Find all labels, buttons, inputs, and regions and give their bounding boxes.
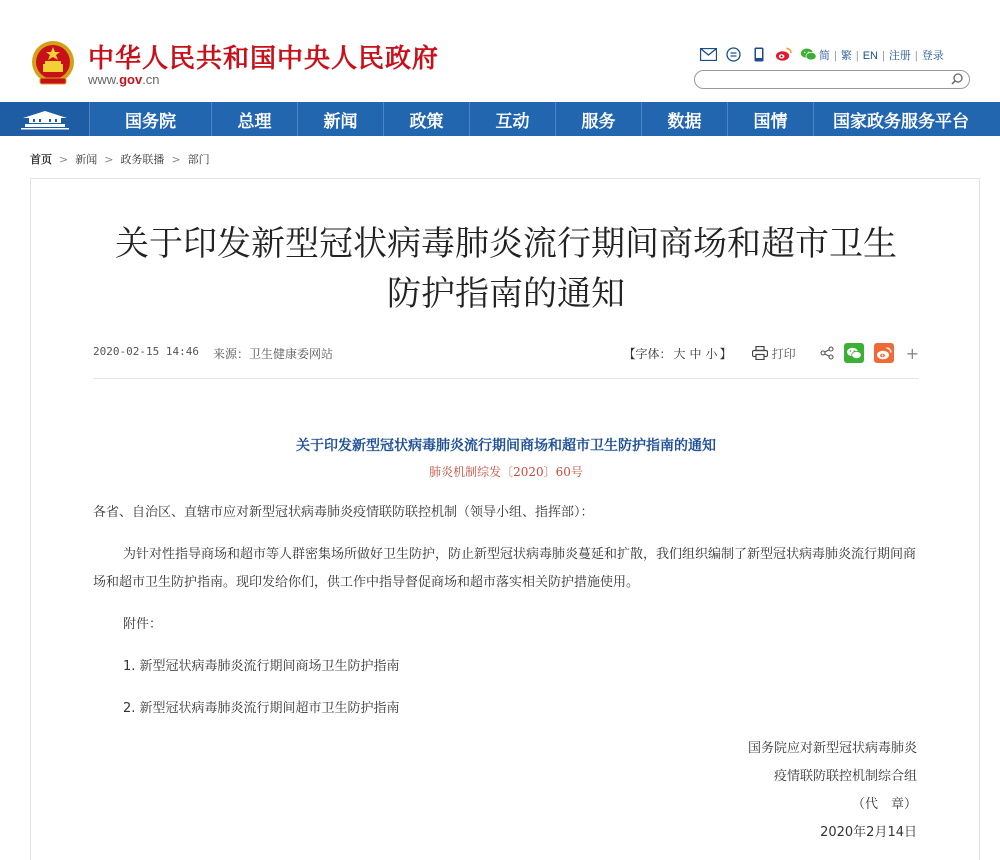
site-url[interactable] (88, 72, 160, 87)
nav-item-interaction[interactable]: 互动 (470, 102, 556, 136)
source (213, 345, 333, 362)
document-number: 肺炎机制综发〔2020〕60号 (429, 465, 583, 479)
weibo-icon[interactable] (775, 47, 792, 62)
separator: | (882, 50, 885, 62)
nav-home-icon[interactable] (0, 102, 90, 136)
font-size-small-button[interactable]: 小 (705, 346, 718, 361)
national-emblem-icon[interactable] (30, 38, 76, 88)
signature-line-2: 疫情联防联控机制综合组 (773, 769, 917, 784)
site-url-prefix: www. (88, 72, 120, 87)
header-toolbar (700, 45, 817, 63)
nav-item-state-council[interactable]: 国务院 (90, 102, 212, 136)
site-url-gov: gov (119, 72, 143, 87)
source-name[interactable]: 卫生健康委网站 (248, 347, 333, 361)
attachment-label: 附件： (123, 617, 163, 632)
share-icon[interactable] (820, 346, 834, 360)
share-weibo-icon[interactable] (874, 343, 894, 363)
share-wechat-icon[interactable] (844, 343, 864, 363)
site-title[interactable]: 中华人民共和国中央人民政府 (88, 44, 440, 74)
chevron-right-icon: > (171, 152, 181, 166)
site-header (0, 0, 1000, 102)
search-input[interactable] (694, 70, 970, 89)
wechat-icon[interactable] (800, 47, 817, 62)
article-title (31, 219, 981, 319)
separator: | (834, 50, 837, 62)
top-links (819, 47, 944, 63)
breadcrumb-gov-broadcast[interactable]: 政务联播 (120, 153, 165, 166)
document-title: 关于印发新型冠状病毒肺炎流行期间商场和超市卫生防护指南的通知 (296, 438, 716, 454)
article-title-line2: 防护指南的通知 (387, 274, 625, 314)
link-traditional[interactable]: 繁 (840, 50, 852, 62)
separator: | (914, 50, 918, 62)
article-container (30, 178, 980, 860)
breadcrumb-departments[interactable]: 部门 (187, 153, 210, 166)
search-icon[interactable] (950, 72, 964, 86)
article-title-line1: 关于印发新型冠状病毒肺炎流行期间商场和超市卫生 (115, 224, 897, 264)
nav-item-national-info[interactable]: 国情 (728, 102, 814, 136)
font-label-end: 】 (719, 346, 732, 361)
addressee-paragraph: 各省、自治区、直辖市应对新型冠状病毒肺炎疫情联防联控机制（领导小组、指挥部）： (93, 505, 594, 520)
more-share-icon[interactable]: + (905, 343, 919, 363)
site-url-suffix: .cn (142, 72, 160, 87)
link-english[interactable]: EN (862, 50, 878, 62)
font-size-large-button[interactable]: 大 (673, 346, 686, 361)
link-simplified[interactable]: 简 (819, 50, 830, 62)
signature-date: 2020年2月14日 (820, 825, 917, 840)
mail-icon[interactable] (700, 47, 717, 62)
signature-line-1: 国务院应对新型冠状病毒肺炎 (747, 741, 917, 756)
separator: | (855, 50, 859, 62)
source-label: 来源： (212, 347, 249, 361)
nav-item-gov-service-platform[interactable]: 国家政务服务平台 (833, 111, 969, 132)
chevron-right-icon: > (104, 152, 114, 166)
font-label: 【字体： (623, 346, 672, 361)
printer-icon (752, 346, 768, 360)
font-size-medium-button[interactable]: 中 (689, 346, 702, 361)
article-meta-right (624, 343, 920, 363)
nav-item-news[interactable]: 新闻 (298, 102, 384, 136)
nav-item-services[interactable]: 服务 (556, 102, 642, 136)
article-meta-left (93, 345, 333, 362)
link-login[interactable]: 登录 (921, 50, 944, 62)
nav-item-policy[interactable]: 政策 (384, 102, 470, 136)
print-label: 打印 (771, 346, 796, 361)
chevron-right-icon: > (59, 152, 69, 166)
font-size-control (624, 345, 732, 362)
seal-text: （代 章） (851, 797, 917, 812)
publish-date: 2020-02-15 14:46 (93, 345, 199, 358)
article-meta (93, 345, 919, 379)
nav-item-data[interactable]: 数据 (642, 102, 728, 136)
main-nav (0, 102, 1000, 136)
attachment-item-2[interactable]: 2. 新型冠状病毒肺炎流行期间超市卫生防护指南 (123, 701, 400, 716)
mobile-icon[interactable] (750, 47, 767, 62)
nav-item-premier[interactable]: 总理 (212, 102, 298, 136)
breadcrumb (30, 151, 210, 167)
body-paragraph: 为针对性指导商场和超市等人群密集场所做好卫生防护，防止新型冠状病毒肺炎蔓延和扩散，我们组织编制了新型冠状病毒肺炎流行期间商场和超市卫生防护指南。现印发给你们，供工作中指导督促商场和超市落实相关防护措施使用。 (93, 547, 917, 590)
attachment-item-1[interactable]: 1. 新型冠状病毒肺炎流行期间商场卫生防护指南 (123, 659, 400, 674)
link-register[interactable]: 注册 (888, 50, 911, 62)
breadcrumb-news[interactable]: 新闻 (75, 153, 98, 166)
breadcrumb-home[interactable]: 首页 (30, 153, 52, 166)
print-button[interactable] (752, 345, 796, 362)
message-icon[interactable] (725, 47, 742, 62)
